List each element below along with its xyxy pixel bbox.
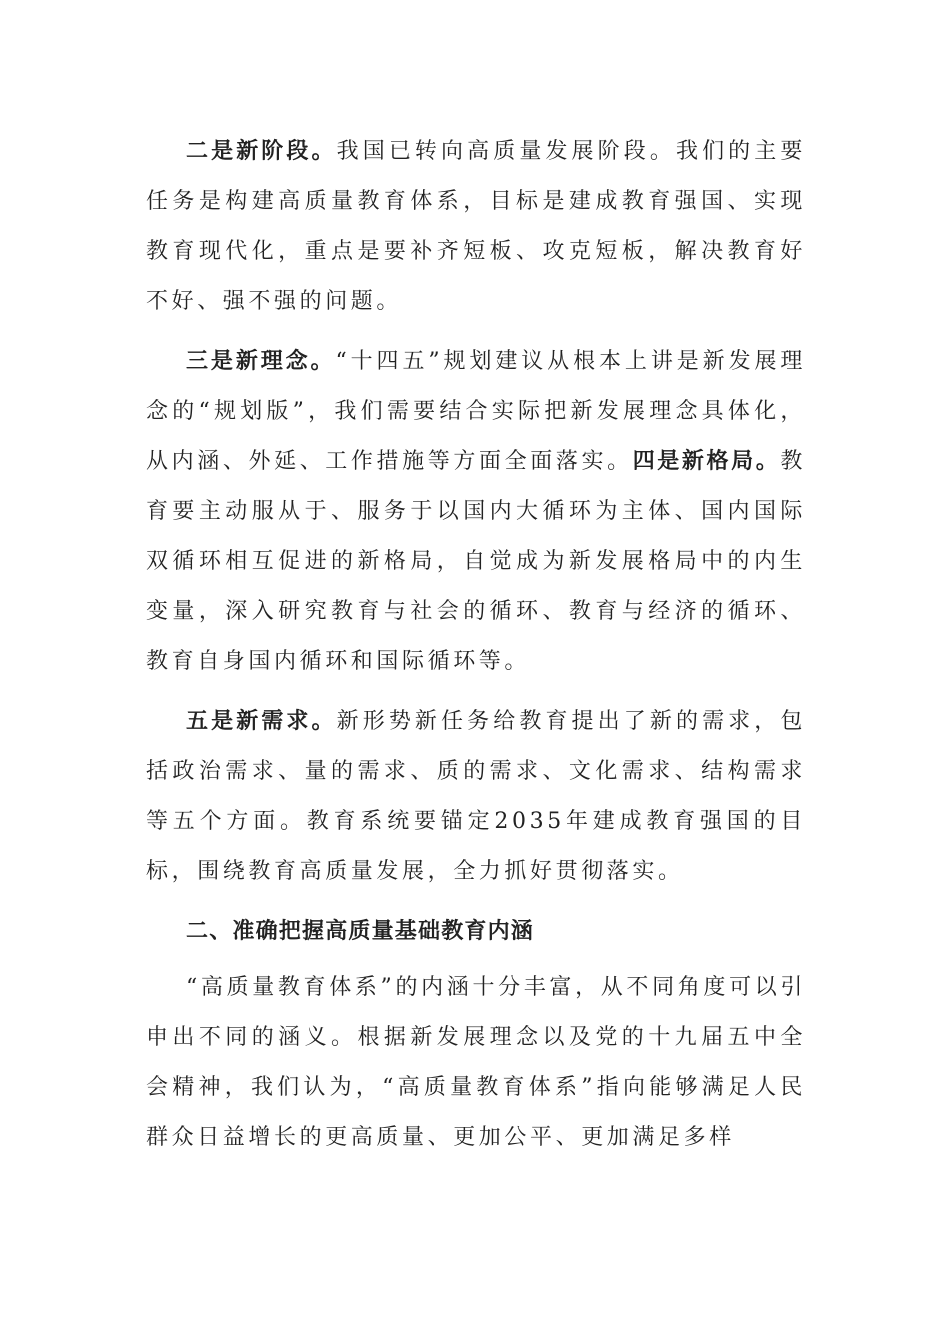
paragraph-lead: 二是新阶段。 [186,139,337,164]
paragraph-new-concept [146,337,806,687]
paragraph-text: 我国已转向高质量发展阶段。我们的主要任务是构建高质量教育体系，目标是建成教育强国、实现教育现代化，重点是要补齐短板、攻克短板，解决教育好不好、强不强的问题。 [146,139,806,314]
section-heading: 二、准确把握高质量基础教育内涵 [186,919,535,944]
paragraph-new-stage [146,127,806,327]
paragraph-text: 新形势新任务给教育提出了新的需求，包括政治需求、量的需求、质的需求、文化需求、结构需求等五个方面。教育系统要锚定2035年建成教育强国的目标，围绕教育高质量发展，全力抓好贯彻落实。 [146,709,806,884]
paragraph-lead: 三是新理念。 [186,349,336,374]
paragraph-lead-new-pattern: 四是新格局。 [632,449,781,474]
paragraph-lead: 五是新需求。 [186,709,337,734]
document-body [146,127,806,1173]
paragraph-text: “十四五”规划建议从根本上讲是新发展理念的“规划版”，我们需要结合实际把新发展理念具体化，从内涵、外延、工作措施等方面全面落实。 [146,349,806,474]
paragraph-text-new-pattern: 教育要主动服从于、服务于以国内大循环为主体、国内国际双循环相互促进的新格局，自觉成为新发展格局中的内生变量，深入研究教育与社会的循环、教育与经济的循环、教育自身国内循环和国际循环等。 [146,449,806,674]
paragraph-new-demand [146,697,806,897]
paragraph-quality-system: “高质量教育体系”的内涵十分丰富，从不同角度可以引申出不同的涵义。根据新发展理念以及党的十九届五中全会精神，我们认为，“高质量教育体系”指向能够满足人民群众日益增长的更高质量、更加公平、更加满足多样 [146,975,806,1150]
